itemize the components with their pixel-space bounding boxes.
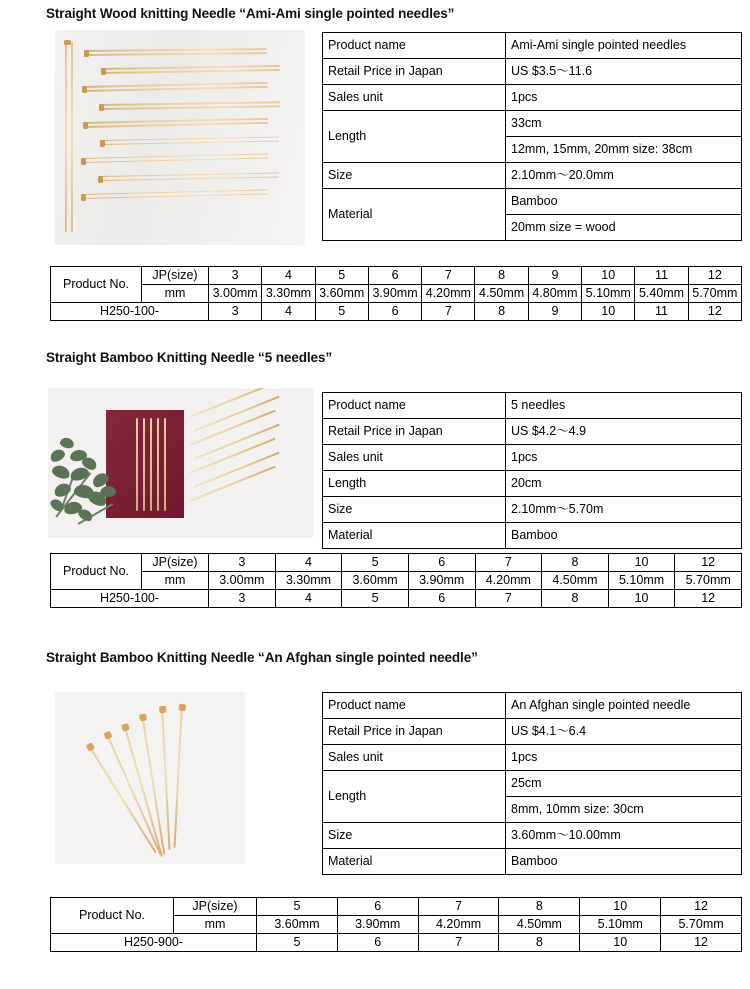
- needles-illustration: [55, 30, 305, 245]
- size-table-2: [50, 553, 742, 608]
- mm-value: 3.60mm: [342, 572, 409, 590]
- needle-pair: [82, 189, 268, 203]
- product-code-suffix: 10: [580, 934, 661, 952]
- mm-value: 3.30mm: [275, 572, 342, 590]
- size-table-code-row: [51, 303, 742, 321]
- jp-size-value: 6: [408, 554, 475, 572]
- spec-row-value: 20mm size = wood: [506, 215, 742, 241]
- spec-row: [323, 771, 742, 797]
- spec-row-value: 1pcs: [506, 445, 742, 471]
- spec-row: [323, 59, 742, 85]
- needle-shaft: [143, 418, 145, 511]
- spec-row: [323, 693, 742, 719]
- needle-pair: [82, 153, 268, 167]
- jp-size-value: 4: [275, 554, 342, 572]
- spec-table-3: [322, 692, 742, 875]
- spec-table-1: [322, 32, 742, 241]
- needle-pair: [102, 65, 280, 77]
- spec-row-value: 8mm, 10mm size: 30cm: [506, 797, 742, 823]
- mm-value: 4.50mm: [499, 916, 580, 934]
- spec-row-value: 1pcs: [506, 85, 742, 111]
- five-needles-illustration: [48, 388, 313, 538]
- spec-row-label: Product name: [323, 693, 506, 719]
- product-photo-2: [48, 388, 313, 538]
- needle-pair: [100, 101, 280, 113]
- product-code-suffix: 6: [368, 303, 421, 321]
- size-table-3: [50, 897, 742, 952]
- jp-size-value: 12: [675, 554, 742, 572]
- spec-row: [323, 163, 742, 189]
- spec-row-value: 20cm: [506, 471, 742, 497]
- jp-size-value: 10: [608, 554, 675, 572]
- jp-size-label: JP(size): [142, 267, 209, 285]
- needle-knob: [101, 67, 106, 74]
- mm-value: 5.40mm: [635, 285, 688, 303]
- jp-size-value: 8: [499, 898, 580, 916]
- needle-knob: [159, 706, 166, 713]
- needle-knob: [100, 139, 105, 146]
- spec-row: [323, 823, 742, 849]
- eucalyptus-leaf: [48, 447, 66, 464]
- needle-pair: [83, 82, 268, 95]
- spec-row-value: US $4.2～4.9: [506, 419, 742, 445]
- size-table-code-row: [51, 590, 742, 608]
- needle-shaft: [101, 141, 279, 146]
- needle-pair: [101, 137, 279, 149]
- spec-row-label: Retail Price in Japan: [323, 419, 506, 445]
- size-table-header-row: [51, 554, 742, 572]
- spec-row-label: Size: [323, 823, 506, 849]
- product-code-suffix: 3: [209, 590, 276, 608]
- needle-shaft: [102, 69, 280, 74]
- needle-knob: [84, 49, 89, 56]
- burgundy-card: [106, 410, 184, 518]
- mm-value: 5.70mm: [661, 916, 742, 934]
- product-code-suffix: 7: [418, 934, 499, 952]
- jp-size-value: 8: [542, 554, 609, 572]
- spec-row-value: Bamboo: [506, 189, 742, 215]
- mm-value: 3.90mm: [337, 916, 418, 934]
- product-code-suffix: 12: [675, 590, 742, 608]
- spec-row-label: Length: [323, 471, 506, 497]
- spec-row-label: Retail Price in Japan: [323, 59, 506, 85]
- product-code-suffix: 6: [408, 590, 475, 608]
- spec-table-2-body: [323, 393, 742, 549]
- spec-row-label: Size: [323, 163, 506, 189]
- spec-row-value: US $4.1～6.4: [506, 719, 742, 745]
- needle-knob: [81, 193, 86, 200]
- spec-row: [323, 33, 742, 59]
- product-code-suffix: 9: [528, 303, 581, 321]
- product-no-label: Product No.: [51, 554, 142, 590]
- spec-row-value: 5 needles: [506, 393, 742, 419]
- spec-row: [323, 497, 742, 523]
- spec-row: [323, 523, 742, 549]
- product-no-label: Product No.: [51, 267, 142, 303]
- product-code-suffix: 12: [688, 303, 741, 321]
- needle-shaft: [65, 42, 67, 232]
- size-table-1-body: [51, 267, 742, 321]
- spec-row-value: 2.10mm～5.70m: [506, 497, 742, 523]
- needle-pair: [99, 173, 279, 185]
- needle-shaft: [136, 418, 138, 511]
- product-code-suffix: 7: [475, 590, 542, 608]
- product-code-suffix: 12: [661, 934, 742, 952]
- afghan-needles-illustration: [55, 692, 245, 864]
- spec-row-label: Sales unit: [323, 745, 506, 771]
- needle-pair: [84, 118, 268, 131]
- jp-size-value: 6: [337, 898, 418, 916]
- jp-size-value: 3: [209, 267, 262, 285]
- mm-value: 3.90mm: [408, 572, 475, 590]
- product-code-suffix: 4: [262, 303, 315, 321]
- spec-row: [323, 419, 742, 445]
- mm-label: mm: [174, 916, 257, 934]
- needle-shaft: [161, 710, 171, 850]
- product-code-suffix: 3: [209, 303, 262, 321]
- needle-shaft: [85, 48, 267, 51]
- product-code-suffix: 10: [608, 590, 675, 608]
- eucalyptus-leaf: [59, 436, 75, 449]
- spec-row: [323, 745, 742, 771]
- mm-value: 5.10mm: [608, 572, 675, 590]
- product-code-suffix: 7: [422, 303, 475, 321]
- jp-size-value: 10: [582, 267, 635, 285]
- spec-row-value: Ami-Ami single pointed needles: [506, 33, 742, 59]
- size-table-header-row: [51, 898, 742, 916]
- mm-value: 4.80mm: [528, 285, 581, 303]
- spec-table-2: [322, 392, 742, 549]
- spec-row: [323, 445, 742, 471]
- product-code-suffix: 8: [475, 303, 528, 321]
- spec-row-label: Size: [323, 497, 506, 523]
- product-code-suffix: 8: [499, 934, 580, 952]
- size-table-2-body: [51, 554, 742, 608]
- spec-row-value: 2.10mm～20.0mm: [506, 163, 742, 189]
- size-table-3-body: [51, 898, 742, 952]
- section-heading-1: Straight Wood knitting Needle “Ami-Ami single pointed needles”: [46, 6, 455, 21]
- mm-value: 3.60mm: [257, 916, 338, 934]
- needle-shaft: [157, 418, 159, 511]
- mm-value: 4.20mm: [422, 285, 475, 303]
- needle-knob: [139, 714, 146, 721]
- spec-row: [323, 471, 742, 497]
- mm-value: 5.70mm: [675, 572, 742, 590]
- jp-size-value: 3: [209, 554, 276, 572]
- spec-row-label: Sales unit: [323, 445, 506, 471]
- needle-shaft: [150, 418, 152, 511]
- needle-knob: [81, 157, 86, 164]
- jp-size-value: 11: [635, 267, 688, 285]
- mm-value: 5.10mm: [582, 285, 635, 303]
- spec-row-value: 12mm, 15mm, 20mm size: 38cm: [506, 137, 742, 163]
- mm-value: 3.60mm: [315, 285, 368, 303]
- size-table-mm-row: [51, 572, 742, 590]
- size-table-header-row: [51, 267, 742, 285]
- mm-label: mm: [142, 572, 209, 590]
- jp-size-value: 7: [418, 898, 499, 916]
- needle-knob: [121, 723, 129, 731]
- spec-row-value: 1pcs: [506, 745, 742, 771]
- product-no-prefix: H250-100-: [51, 303, 209, 321]
- product-code-suffix: 11: [635, 303, 688, 321]
- size-table-mm-row: [51, 285, 742, 303]
- product-code-suffix: 5: [315, 303, 368, 321]
- spec-row-label: Material: [323, 523, 506, 549]
- spec-row: [323, 393, 742, 419]
- jp-size-value: 10: [580, 898, 661, 916]
- section-heading-3: Straight Bamboo Knitting Needle “An Afghan single pointed needle”: [46, 650, 478, 665]
- jp-size-value: 9: [528, 267, 581, 285]
- needle-knob: [179, 704, 186, 711]
- needle-knob: [64, 40, 71, 45]
- spec-table-3-body: [323, 693, 742, 875]
- needle-shaft: [100, 105, 280, 109]
- spec-row: [323, 189, 742, 215]
- needle-shaft: [85, 52, 267, 55]
- needle-shaft: [99, 177, 279, 182]
- spec-row-label: Material: [323, 189, 506, 241]
- product-code-suffix: 10: [582, 303, 635, 321]
- eucalyptus-leaf: [50, 463, 71, 480]
- spec-row-label: Material: [323, 849, 506, 875]
- mm-value: 4.50mm: [542, 572, 609, 590]
- spec-row-value: Bamboo: [506, 849, 742, 875]
- section-heading-2: Straight Bamboo Knitting Needle “5 needles”: [46, 350, 332, 365]
- product-no-prefix: H250-900-: [51, 934, 257, 952]
- mm-value: 3.00mm: [209, 572, 276, 590]
- spec-row: [323, 85, 742, 111]
- spec-row-value: 3.60mm～10.00mm: [506, 823, 742, 849]
- product-code-suffix: 5: [342, 590, 409, 608]
- needle-pair: [85, 48, 267, 59]
- spec-row: [323, 849, 742, 875]
- mm-label: mm: [142, 285, 209, 303]
- needle-knob: [98, 175, 103, 182]
- spec-row: [323, 719, 742, 745]
- spec-row: [323, 111, 742, 137]
- jp-size-value: 7: [475, 554, 542, 572]
- needle: [173, 704, 184, 848]
- size-table-1: [50, 266, 742, 321]
- spec-table-1-body: [323, 33, 742, 241]
- spec-row-value: 25cm: [506, 771, 742, 797]
- needle-shaft: [164, 418, 166, 511]
- mm-value: 4.20mm: [418, 916, 499, 934]
- mm-value: 5.70mm: [688, 285, 741, 303]
- jp-size-value: 5: [315, 267, 368, 285]
- spec-row-label: Length: [323, 771, 506, 823]
- jp-size-value: 12: [688, 267, 741, 285]
- mm-value: 4.20mm: [475, 572, 542, 590]
- needle-shaft: [124, 728, 163, 857]
- needle-shaft: [71, 42, 73, 232]
- spec-row-value: 33cm: [506, 111, 742, 137]
- spec-row-value: Bamboo: [506, 523, 742, 549]
- jp-size-label: JP(size): [174, 898, 257, 916]
- mm-value: 4.50mm: [475, 285, 528, 303]
- needle-knob: [83, 121, 88, 128]
- jp-size-value: 5: [257, 898, 338, 916]
- jp-size-value: 5: [342, 554, 409, 572]
- product-code-suffix: 6: [337, 934, 418, 952]
- mm-value: 3.30mm: [262, 285, 315, 303]
- product-code-suffix: 8: [542, 590, 609, 608]
- product-photo-1: [55, 30, 305, 245]
- product-no-label: Product No.: [51, 898, 174, 934]
- spec-row-value: US $3.5～11.6: [506, 59, 742, 85]
- spec-row-label: Length: [323, 111, 506, 163]
- needle: [161, 706, 172, 850]
- product-photo-3: [55, 692, 245, 864]
- size-table-code-row: [51, 934, 742, 952]
- spec-row-label: Sales unit: [323, 85, 506, 111]
- needle-knob: [103, 731, 112, 740]
- spec-row-label: Retail Price in Japan: [323, 719, 506, 745]
- mm-value: 3.00mm: [209, 285, 262, 303]
- spec-row-value: An Afghan single pointed needle: [506, 693, 742, 719]
- product-code-suffix: 5: [257, 934, 338, 952]
- jp-size-value: 7: [422, 267, 475, 285]
- needle-knob: [82, 85, 87, 92]
- needle-knob: [99, 103, 104, 110]
- jp-size-value: 12: [661, 898, 742, 916]
- needle: [123, 724, 164, 857]
- product-code-suffix: 4: [275, 590, 342, 608]
- jp-size-value: 8: [475, 267, 528, 285]
- jp-size-value: 4: [262, 267, 315, 285]
- jp-size-value: 6: [368, 267, 421, 285]
- needle-shaft: [173, 708, 183, 848]
- jp-size-label: JP(size): [142, 554, 209, 572]
- mm-value: 5.10mm: [580, 916, 661, 934]
- product-no-prefix: H250-100-: [51, 590, 209, 608]
- spec-row-label: Product name: [323, 33, 506, 59]
- mm-value: 3.90mm: [368, 285, 421, 303]
- spec-row-label: Product name: [323, 393, 506, 419]
